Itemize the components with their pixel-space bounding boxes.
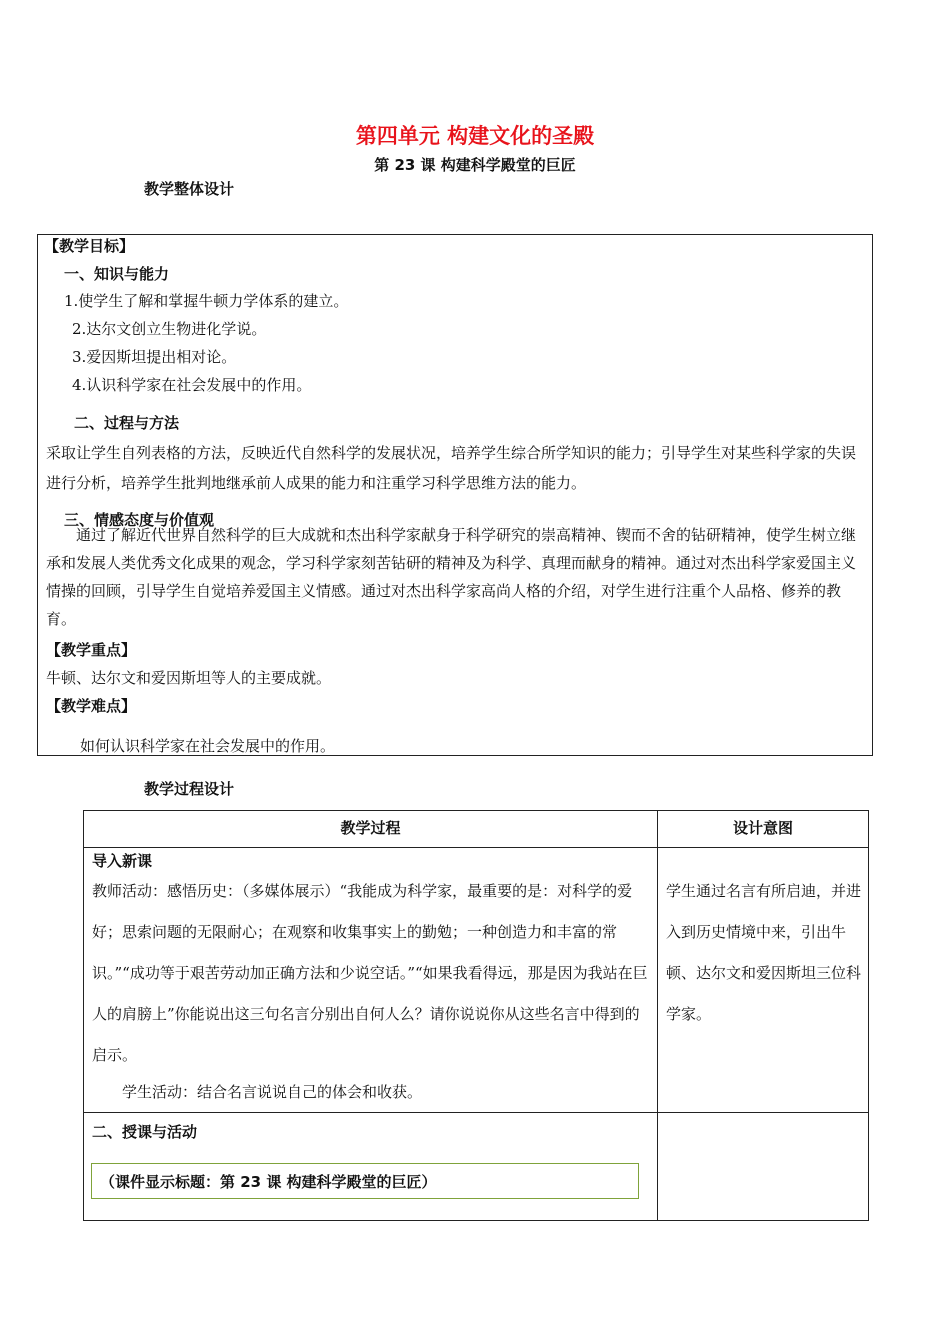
intro-teacher-text: 教师活动：感悟历史：（多媒体展示）“我能成为科学家，最重要的是：对科学的爱好；思索问题的无限耐心；在观察和收集事实上的勤勉；一种创造力和丰富的常识。”“成功等于艰苦劳动加正确方法和少说空话。”“如果我看得远，那是因为我站在巨人的肩膀上”你能说出这三句名言分别出自何人么？请你说说你从这些名言中得到的启示。 — [92, 882, 648, 1064]
emotion-heading: 三、情感态度与价值观 — [64, 511, 215, 529]
column-header-process: 教学过程 — [340, 819, 401, 837]
header-divider — [84, 847, 868, 848]
difficulty-heading: 【教学难点】 — [46, 697, 137, 715]
courseware-title: （课件显示标题：第 23 课 构建科学殿堂的巨匠） — [100, 1173, 437, 1191]
key-point-heading: 【教学重点】 — [46, 641, 137, 659]
knowledge-item: 3.爱因斯坦提出相对论。 — [72, 348, 237, 366]
objectives-heading: 【教学目标】 — [44, 237, 135, 255]
row-divider — [84, 1112, 868, 1113]
difficulty-text: 如何认识科学家在社会发展中的作用。 — [80, 737, 336, 755]
knowledge-item: 2.达尔文创立生物进化学说。 — [72, 320, 267, 338]
knowledge-item: 1.使学生了解和掌握牛顿力学体系的建立。 — [64, 292, 349, 310]
column-header-intent: 设计意图 — [732, 819, 793, 837]
teach-heading: 二、授课与活动 — [92, 1123, 198, 1141]
emotion-text: 通过了解近代世界自然科学的巨大成就和杰出科学家献身于科学研究的崇高精神、锲而不舍的钻研精神，使学生树立继承和发展人类优秀文化成果的观念，学习科学家刻苦钻研的精神及为科学、真理而献身的精神。通过对杰出科学家爱国主义情操的回顾，引导学生自觉培养爱国主义情感。通过对杰出科学家高尚人格的介绍，对学生进行注重个人品格、修养的教育。 — [46, 526, 857, 628]
lesson-title: 第 23 课 构建科学殿堂的巨匠 — [374, 156, 576, 174]
key-point-text: 牛顿、达尔文和爱因斯坦等人的主要成就。 — [46, 669, 332, 687]
process-table — [83, 810, 869, 1221]
process-method-text: 采取让学生自列表格的方法，反映近代自然科学的发展状况，培养学生综合所学知识的能力；引导学生对某些科学家的失误进行分析，培养学生批判地继承前人成果的能力和注重学习科学思维方法的能力。 — [46, 444, 857, 492]
intro-intent-text: 学生通过名言有所启迪，并进入到历史情境中来，引出牛顿、达尔文和爱因斯坦三位科学家。 — [666, 882, 862, 1023]
knowledge-item: 4.认识科学家在社会发展中的作用。 — [72, 376, 312, 394]
intro-heading: 导入新课 — [92, 852, 153, 870]
process-method-heading: 二、过程与方法 — [74, 414, 180, 432]
unit-title: 第四单元 构建文化的圣殿 — [355, 124, 595, 148]
process-design-heading: 教学过程设计 — [144, 780, 235, 798]
courseware-title-box — [91, 1163, 639, 1199]
knowledge-heading: 一、知识与能力 — [64, 265, 170, 283]
column-divider — [657, 811, 658, 1220]
intro-student-text: 学生活动：结合名言说说自己的体会和收获。 — [122, 1083, 423, 1101]
overall-design-heading: 教学整体设计 — [144, 180, 235, 198]
objectives-box — [37, 234, 873, 756]
